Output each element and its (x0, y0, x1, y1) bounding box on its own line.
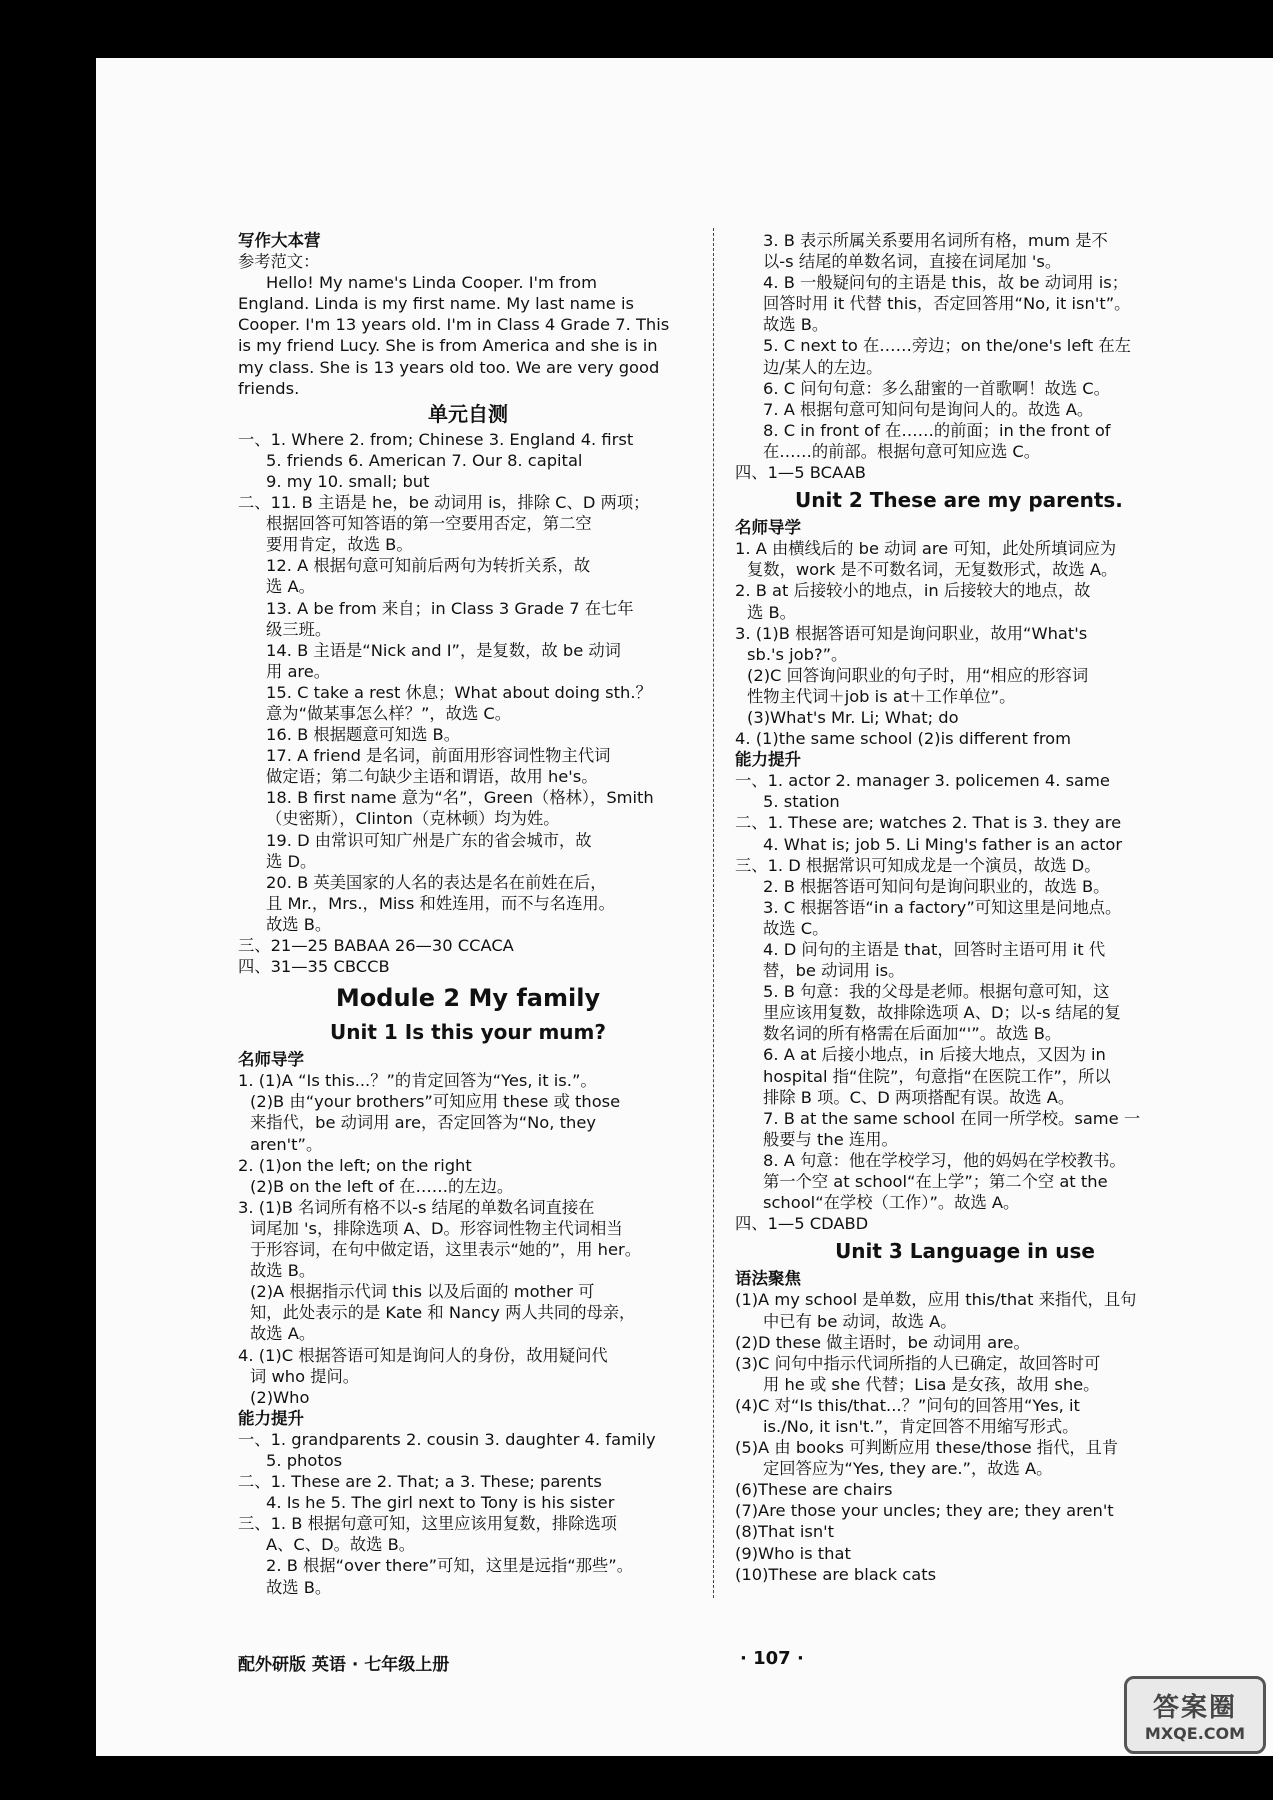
text-line: 6. A at 后接小地点，in 后接大地点，又因为 in (763, 1045, 1106, 1065)
scan-border-left (0, 0, 96, 1800)
text-line: A、C、D。故选 B。 (266, 1535, 416, 1555)
text-line: 二、1. These are 2. That; a 3. These; parents (238, 1472, 602, 1492)
text-line: 4. B 一般疑问句的主语是 this，故 be 动词用 is； (763, 273, 1129, 293)
right-column (735, 230, 1195, 1585)
text-line: (10)These are black cats (735, 1564, 937, 1584)
text-line: 定回答应为“Yes, they are.”，故选 A。 (763, 1459, 1053, 1479)
subsection-label: 写作大本营 (238, 231, 321, 250)
text-line: 四、1—5 BCAAB (735, 463, 866, 483)
text-line: 回答时用 it 代替 this，否定回答用“No, it isn't”。 (763, 294, 1131, 314)
watermark-logo (1124, 1676, 1266, 1754)
subsection-label: 名师导学 (238, 1050, 304, 1070)
text-line: 参考范文： (238, 252, 320, 272)
text-line: 5. B 句意：我的父母是老师。根据句意可知，这 (763, 982, 1110, 1002)
text-line: 5. photos (266, 1450, 343, 1470)
text-line: 4. Is he 5. The girl next to Tony is his sister (266, 1493, 615, 1513)
text-line: 5. C next to 在……旁边；on the/one's left 在左 (763, 336, 1131, 356)
text-line: 根据回答可知答语的第一空要用否定，第二空 (266, 514, 592, 534)
watermark-text: 答案圈 (1152, 1693, 1237, 1723)
text-line: 4. (1)the same school (2)is different from (735, 729, 1072, 749)
text-line: 4. (1)C 根据答语可知是询问人的身份，故用疑问代 (238, 1345, 608, 1365)
text-line: (2)B 由“your brothers”可知应用 these 或 those (250, 1092, 621, 1112)
text-line: (8)That isn't (735, 1522, 835, 1542)
text-line: 故选 B。 (266, 914, 332, 934)
text-line: 一、1. grandparents 2. cousin 3. daughter 4. family (238, 1429, 656, 1449)
text-line: 4. What is; job 5. Li Ming's father is an actor (763, 834, 1123, 854)
text-line: (3)What's Mr. Li; What; do (747, 707, 959, 727)
text-line: 一、1. actor 2. manager 3. policemen 4. same (735, 771, 1110, 791)
text-line: 3. B 表示所属关系要用名词所有格，mum 是不 (763, 231, 1108, 250)
text-line: 3. (1)B 名词所有格不以-s 结尾的单数名词直接在 (238, 1197, 595, 1217)
text-line: 第一个空 at school“在上学”；第二个空 at the (763, 1172, 1108, 1192)
text-line: 5. friends 6. American 7. Our 8. capital (266, 450, 583, 470)
column-divider (713, 228, 714, 1598)
text-line: 故选 B。 (266, 1577, 332, 1597)
text-line: 选 D。 (266, 851, 317, 871)
text-line: 7. B at the same school 在同一所学校。same 一 (763, 1108, 1141, 1128)
text-line: 4. D 问句的主语是 that，回答时主语可用 it 代 (763, 940, 1106, 959)
text-line: is my friend Lucy. She is from America and she is in (238, 336, 658, 356)
text-line: 三、21—25 BABAA 26—30 CCACA (238, 936, 514, 955)
text-line: 5. station (763, 792, 840, 812)
text-line: 选 B。 (747, 602, 796, 622)
left-column (238, 230, 698, 1598)
text-line: school“在学校（工作）”。故选 A。 (763, 1193, 1020, 1213)
text-line: 来指代，be 动词用 are，否定回答为“No, they (250, 1113, 596, 1133)
text-line: 14. B 主语是“Nick and I”，是复数，故 be 动词 (266, 640, 621, 660)
text-line: 用 he 或 she 代替；Lisa 是女孩，故用 she。 (763, 1374, 1100, 1394)
footer-book-title: 配外研版 英语 · 七年级上册 (238, 1655, 450, 1675)
text-line: Hello! My name's Linda Cooper. I'm from (266, 273, 597, 293)
text-line: 四、31—35 CBCCB (238, 957, 390, 977)
text-line: (9)Who is that (735, 1543, 851, 1563)
text-line: 中已有 be 动词，故选 A。 (763, 1311, 957, 1331)
text-line: aren't”。 (250, 1134, 323, 1154)
text-line: 7. A 根据句意可知问句是询问人的。故选 A。 (763, 399, 1094, 419)
text-line: (4)C 对“Is this/that...？”问句的回答用“Yes, it (735, 1395, 1080, 1415)
text-line: 四、1—5 CDABD (735, 1214, 869, 1234)
text-line: 用 are。 (266, 661, 331, 681)
scan-border-top (0, 0, 1273, 58)
text-line: friends. (238, 378, 300, 398)
text-line: 3. (1)B 根据答语可知是询问职业，故用“What's (735, 623, 1088, 643)
text-line: 故选 B。 (250, 1261, 316, 1281)
text-line: 20. B 英美国家的人名的表达是名在前姓在后， (266, 872, 607, 892)
text-line: is./No, it isn't.”，肯定回答不用缩写形式。 (763, 1416, 1079, 1436)
text-line: 词 who 提问。 (250, 1366, 360, 1386)
text-line: 边/某人的左边。 (763, 357, 883, 377)
subsection-label: 能力提升 (238, 1408, 304, 1428)
text-line: 17. A friend 是名词，前面用形容词性物主代词 (266, 746, 611, 766)
text-line: 2. B at 后接较小的地点，in 后接较大的地点，故 (735, 581, 1091, 601)
text-line: 故选 A。 (250, 1324, 316, 1344)
text-line: 级三班。 (266, 619, 332, 639)
section-heading: Unit 1 Is this your mum? (330, 1020, 606, 1045)
text-line: 19. D 由常识可知广州是广东的省会城市，故 (266, 830, 592, 850)
text-line: 16. B 根据题意可知选 B。 (266, 725, 461, 745)
text-line: 8. A 句意：他在学校学习，他的妈妈在学校教书。 (763, 1150, 1126, 1170)
text-line: 2. (1)on the left; on the right (238, 1155, 472, 1175)
text-line: 意为“做某事怎么样？”，故选 C。 (266, 703, 512, 723)
subsection-label: 能力提升 (735, 750, 801, 770)
text-line: 词尾加 's，排除选项 A、D。形容词性物主代词相当 (250, 1218, 623, 1238)
text-line: 一、1. Where 2. from; Chinese 3. England 4. first (238, 429, 634, 449)
text-line: 在……的前部。根据句意可知应选 C。 (763, 441, 1041, 461)
text-line: 于形容词，在句中做定语，这里表示“她的”，用 her。 (250, 1240, 641, 1260)
text-line: 般要与 the 连用。 (763, 1129, 898, 1149)
text-line: 18. B first name 意为“名”，Green（格林），Smith (266, 788, 654, 808)
text-line: (2)Who (250, 1387, 310, 1407)
text-line: (7)Are those your uncles; they are; they aren't (735, 1501, 1114, 1521)
text-line: 且 Mr.，Mrs.，Miss 和姓连用，而不与名连用。 (266, 893, 615, 913)
subsection-label: 名师导学 (735, 518, 801, 538)
text-line: 三、1. D 根据常识可知成龙是一个演员，故选 D。 (735, 855, 1101, 875)
section-heading: Unit 3 Language in use (835, 1239, 1095, 1264)
text-line: 9. my 10. small; but (266, 471, 430, 491)
text-line: Cooper. I'm 13 years old. I'm in Class 4 Grade 7. This (238, 315, 670, 335)
text-line: 数名词的所有格需在后面加“'”。故选 B。 (763, 1024, 1062, 1044)
section-heading: Module 2 My family (335, 984, 601, 1013)
text-line: (2)A 根据指示代词 this 以及后面的 mother 可 (250, 1282, 595, 1302)
text-line: (3)C 问句中指示代词所指的人已确定，故回答时可 (735, 1353, 1101, 1373)
text-line: (2)D these 做主语时，be 动词用 are。 (735, 1332, 1030, 1352)
text-line: England. Linda is my first name. My last name is (238, 294, 634, 314)
text-line: 里应该用复数，故排除选项 A、D；以-s 结尾的复 (763, 1003, 1121, 1023)
footer-page-number: · 107 · (740, 1648, 804, 1669)
text-line: (5)A 由 books 可判断应用 these/those 指代，且肯 (735, 1438, 1119, 1458)
section-heading: 单元自测 (428, 401, 508, 426)
subsection-label: 语法聚焦 (735, 1269, 801, 1289)
watermark-url: MXQE.COM (1144, 1724, 1246, 1743)
text-line: 复数，work 是不可数名词，无复数形式，故选 A。 (747, 560, 1118, 580)
text-line: 1. A 由横线后的 be 动词 are 可知，此处所填词应为 (735, 539, 1117, 559)
text-line: 二、1. These are; watches 2. That is 3. they are (735, 813, 1122, 833)
text-line: 6. C 问句句意：多么甜蜜的一首歌啊！故选 C。 (763, 378, 1110, 398)
text-line: sb.'s job?”。 (747, 644, 848, 664)
text-line: 知，此处表示的是 Kate 和 Nancy 两人共同的母亲， (250, 1303, 636, 1323)
text-line: hospital 指“住院”，句意指“在医院工作”，所以 (763, 1066, 1111, 1086)
text-line: 2. B 根据答语可知问句是询问职业的，故选 B。 (763, 876, 1110, 896)
text-line: 二、11. B 主语是 he，be 动词用 is，排除 C、D 两项； (238, 493, 650, 513)
text-line: 做定语；第二句缺少主语和谓语，故用 he's。 (266, 767, 598, 787)
text-line: （史密斯），Clinton（克林顿）均为姓。 (266, 809, 560, 829)
text-line: my class. She is 13 years old too. We are very good (238, 357, 660, 377)
text-line: 要用肯定，故选 B。 (266, 535, 413, 555)
text-line: 故选 B。 (763, 315, 829, 335)
text-line: (2)C 回答询问职业的句子时，用“相应的形容词 (747, 665, 1089, 685)
text-line: 性物主代词＋job is at＋工作单位”。 (747, 686, 1016, 706)
text-line: 15. C take a rest 休息；What about doing sth.？ (266, 682, 652, 702)
scan-border-bottom (0, 1756, 1273, 1800)
text-line: 三、1. B 根据句意可知，这里应该用复数，排除选项 (238, 1514, 617, 1534)
text-line: 13. A be from 来自；in Class 3 Grade 7 在七年 (266, 598, 634, 618)
text-line: 故选 C。 (763, 918, 829, 938)
text-line: (6)These are chairs (735, 1480, 893, 1500)
text-line: 3. C 根据答语“in a factory”可知这里是问地点。 (763, 897, 1122, 917)
text-line: 以-s 结尾的单数名词，直接在词尾加 's。 (763, 252, 1062, 272)
text-line: 排除 B 项。C、D 两项搭配有误。故选 A。 (763, 1087, 1075, 1107)
text-line: 1. (1)A “Is this...？”的肯定回答为“Yes, it is.”。 (238, 1071, 597, 1091)
text-line: (1)A my school 是单数，应用 this/that 来指代，且句 (735, 1290, 1137, 1310)
section-heading: Unit 2 These are my parents. (795, 488, 1123, 513)
text-line: 8. C in front of 在……的前面；in the front of (763, 420, 1111, 440)
text-line: 选 A。 (266, 577, 315, 597)
text-line: 2. B 根据“over there”可知，这里是远指“那些”。 (266, 1556, 634, 1576)
text-line: (2)B on the left of 在……的左边。 (250, 1176, 514, 1196)
text-line: 替，be 动词用 is。 (763, 961, 905, 981)
text-line: 12. A 根据句意可知前后两句为转折关系，故 (266, 556, 591, 576)
